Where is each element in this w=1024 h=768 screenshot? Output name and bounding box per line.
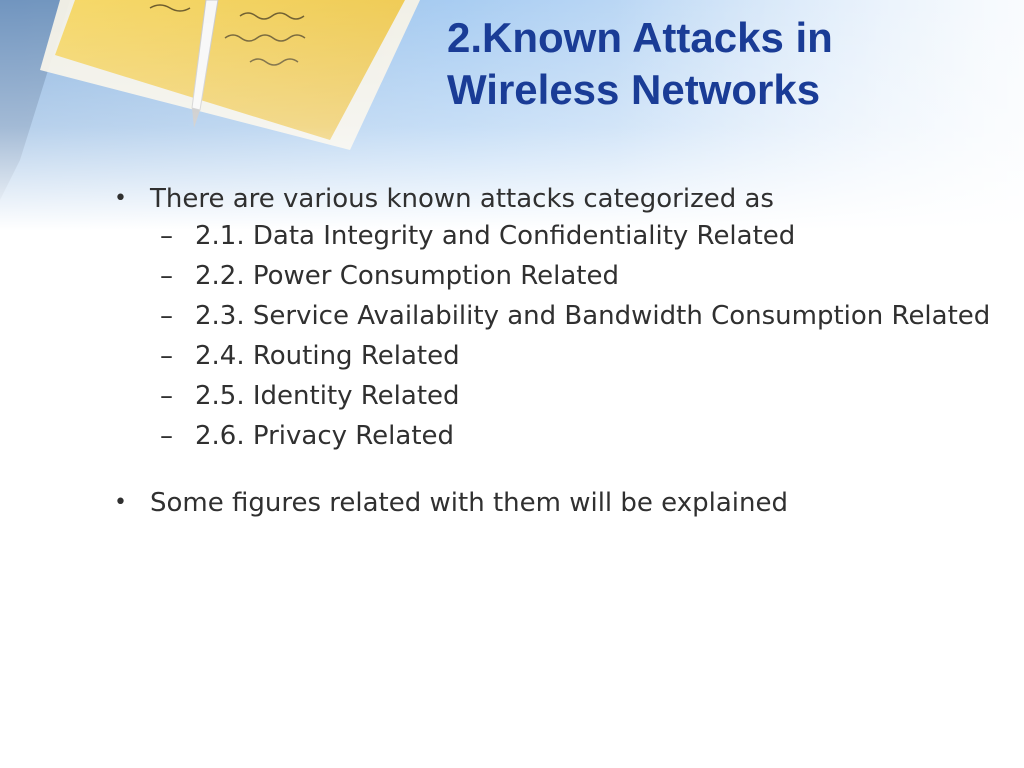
bullet-text: There are various known attacks categorized as bbox=[150, 184, 774, 214]
sub-bullet-item bbox=[112, 420, 992, 452]
sub-bullet-text: 2.3. Service Availability and Bandwidth Consumption Related bbox=[195, 301, 991, 331]
sub-bullet-text: 2.4. Routing Related bbox=[195, 341, 460, 371]
bullet-item bbox=[112, 484, 992, 522]
sub-bullet-marker: – bbox=[160, 341, 173, 371]
bullet-marker: • bbox=[114, 186, 127, 211]
sub-bullet-text: 2.5. Identity Related bbox=[195, 381, 460, 411]
sub-bullet-item bbox=[112, 380, 992, 412]
slide-title-line-2: Wireless Networks bbox=[447, 66, 821, 113]
sub-bullet-marker: – bbox=[160, 221, 173, 251]
sub-bullet-marker: – bbox=[160, 261, 173, 291]
sub-bullet-marker: – bbox=[160, 421, 173, 451]
sub-bullet-item bbox=[112, 220, 992, 252]
sub-bullet-item bbox=[112, 300, 992, 332]
slide-title-line-1: 2.Known Attacks in bbox=[447, 14, 833, 61]
sub-bullet-marker: – bbox=[160, 381, 173, 411]
sub-bullet-item bbox=[112, 340, 992, 372]
bullet-item bbox=[112, 180, 992, 218]
sub-bullet-list bbox=[112, 220, 992, 452]
bullet-text: Some figures related with them will be explained bbox=[150, 488, 788, 518]
sub-bullet-text: 2.1. Data Integrity and Confidentiality Related bbox=[195, 221, 796, 251]
sub-bullet-marker: – bbox=[160, 301, 173, 331]
spacer bbox=[112, 460, 992, 484]
sub-bullet-item bbox=[112, 260, 992, 292]
sub-bullet-text: 2.6. Privacy Related bbox=[195, 421, 455, 451]
slide-body bbox=[112, 180, 992, 524]
bullet-marker: • bbox=[114, 490, 127, 515]
sub-bullet-text: 2.2. Power Consumption Related bbox=[195, 261, 619, 291]
slide-title bbox=[447, 12, 1007, 116]
